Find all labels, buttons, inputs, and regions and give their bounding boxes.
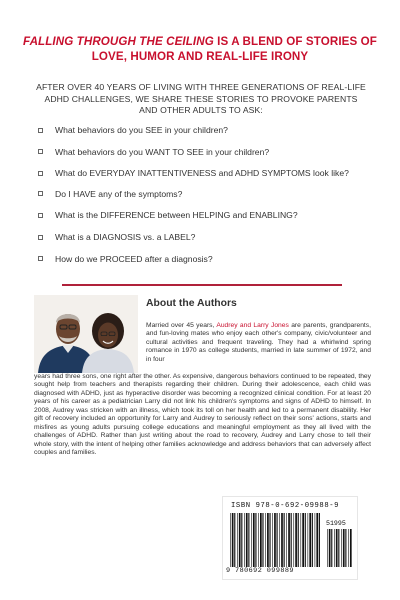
list-item bbox=[38, 168, 358, 179]
list-item bbox=[38, 210, 358, 221]
question-text: How do we PROCEED after a diagnosis? bbox=[55, 253, 213, 264]
isbn-label: ISBN 978-0-692-09988-9 bbox=[231, 502, 340, 510]
checkbox-bullet-icon bbox=[38, 191, 43, 196]
checkbox-bullet-icon bbox=[38, 171, 43, 176]
question-text: What behaviors do you WANT TO SEE in your children? bbox=[55, 146, 270, 157]
intro-text: AFTER OVER 40 YEARS OF LIVING WITH THREE GENERATIONS OF REAL-LIFE ADHD CHALLENGES, WE SHARE THESE STORIES TO PROVOKE PARENTS AND OTHER ADULTS TO ASK: bbox=[36, 82, 366, 116]
checkbox-bullet-icon bbox=[38, 149, 43, 154]
author-bio-main: years had three sons, one right after the other. As expensive, dangerous behaviors continued to be repeated, they sought help from teachers and therapists regarding their children. During their adolescence, each child was diagnosed with ADHD, just as hyperactive disorder was becoming a recognized clinical condition. For at least 20 years of his career as a pediatrician Larry did not link his children's symptoms and signs of ADHD to himself. In 2008, Audrey was stricken with an illness, which took its toll on her health and led to a permanent disability. Her gift of recovery included an opportunity for Larry and Audrey to seriously reflect on their sons' actions, starts and misfires as young adults pursuing college educations and meaningful employment as they all lived with the challenges of ADHD. Rather than just writing about the road to recovery, Audrey and Larry chose to tell their whole story, with the intent of helping other families acknowledge and address behaviors that can adversely affect couples and families. bbox=[34, 373, 371, 457]
barcode-icon bbox=[230, 513, 322, 567]
authors-photo-illustration bbox=[34, 295, 138, 373]
about-heading: About the Authors bbox=[146, 298, 237, 309]
headline-rest: IS A BLEND OF STORIES OF LOVE, HUMOR AND REAL-LIFE IRONY bbox=[91, 35, 377, 63]
price-code: 51995 bbox=[326, 520, 346, 527]
question-text: Do I HAVE any of the symptoms? bbox=[55, 188, 183, 199]
authors-photo bbox=[34, 295, 138, 373]
price-barcode-icon bbox=[327, 529, 353, 567]
barcode-digits: 9 780692 099889 bbox=[226, 567, 294, 575]
bio-prefix: Married over 45 years, bbox=[146, 322, 217, 329]
bio-top-rest: are parents, grandparents, and fun-loving mates who enjoy each other's company, civic/volunteer and cultural activities and frequent traveling. They had a whirlwind spring romance in 1970 as college students, married in late summer of 1972, and in four bbox=[146, 322, 371, 363]
section-divider bbox=[62, 284, 342, 286]
checkbox-bullet-icon bbox=[38, 235, 43, 240]
book-title: FALLING THROUGH THE CEILING bbox=[23, 35, 214, 48]
author-names: Audrey and Larry Jones bbox=[216, 322, 289, 329]
list-item bbox=[38, 254, 358, 265]
question-text: What behaviors do you SEE in your children? bbox=[55, 125, 228, 135]
list-item bbox=[38, 125, 358, 136]
checkbox-bullet-icon bbox=[38, 256, 43, 261]
headline bbox=[20, 34, 380, 64]
checkbox-bullet-icon bbox=[38, 213, 43, 218]
list-item bbox=[38, 189, 358, 200]
checkbox-bullet-icon bbox=[38, 128, 43, 133]
question-text: What is the DIFFERENCE between HELPING and ENABLING? bbox=[55, 210, 298, 221]
author-bio-top bbox=[146, 322, 371, 364]
list-item bbox=[38, 232, 358, 243]
question-text: What is a DIAGNOSIS vs. a LABEL? bbox=[55, 231, 196, 242]
barcode-box bbox=[222, 496, 358, 580]
question-text: What do EVERYDAY INATTENTIVENESS and ADHD SYMPTOMS look like? bbox=[55, 168, 349, 179]
list-item bbox=[38, 147, 358, 158]
question-list bbox=[38, 125, 358, 275]
